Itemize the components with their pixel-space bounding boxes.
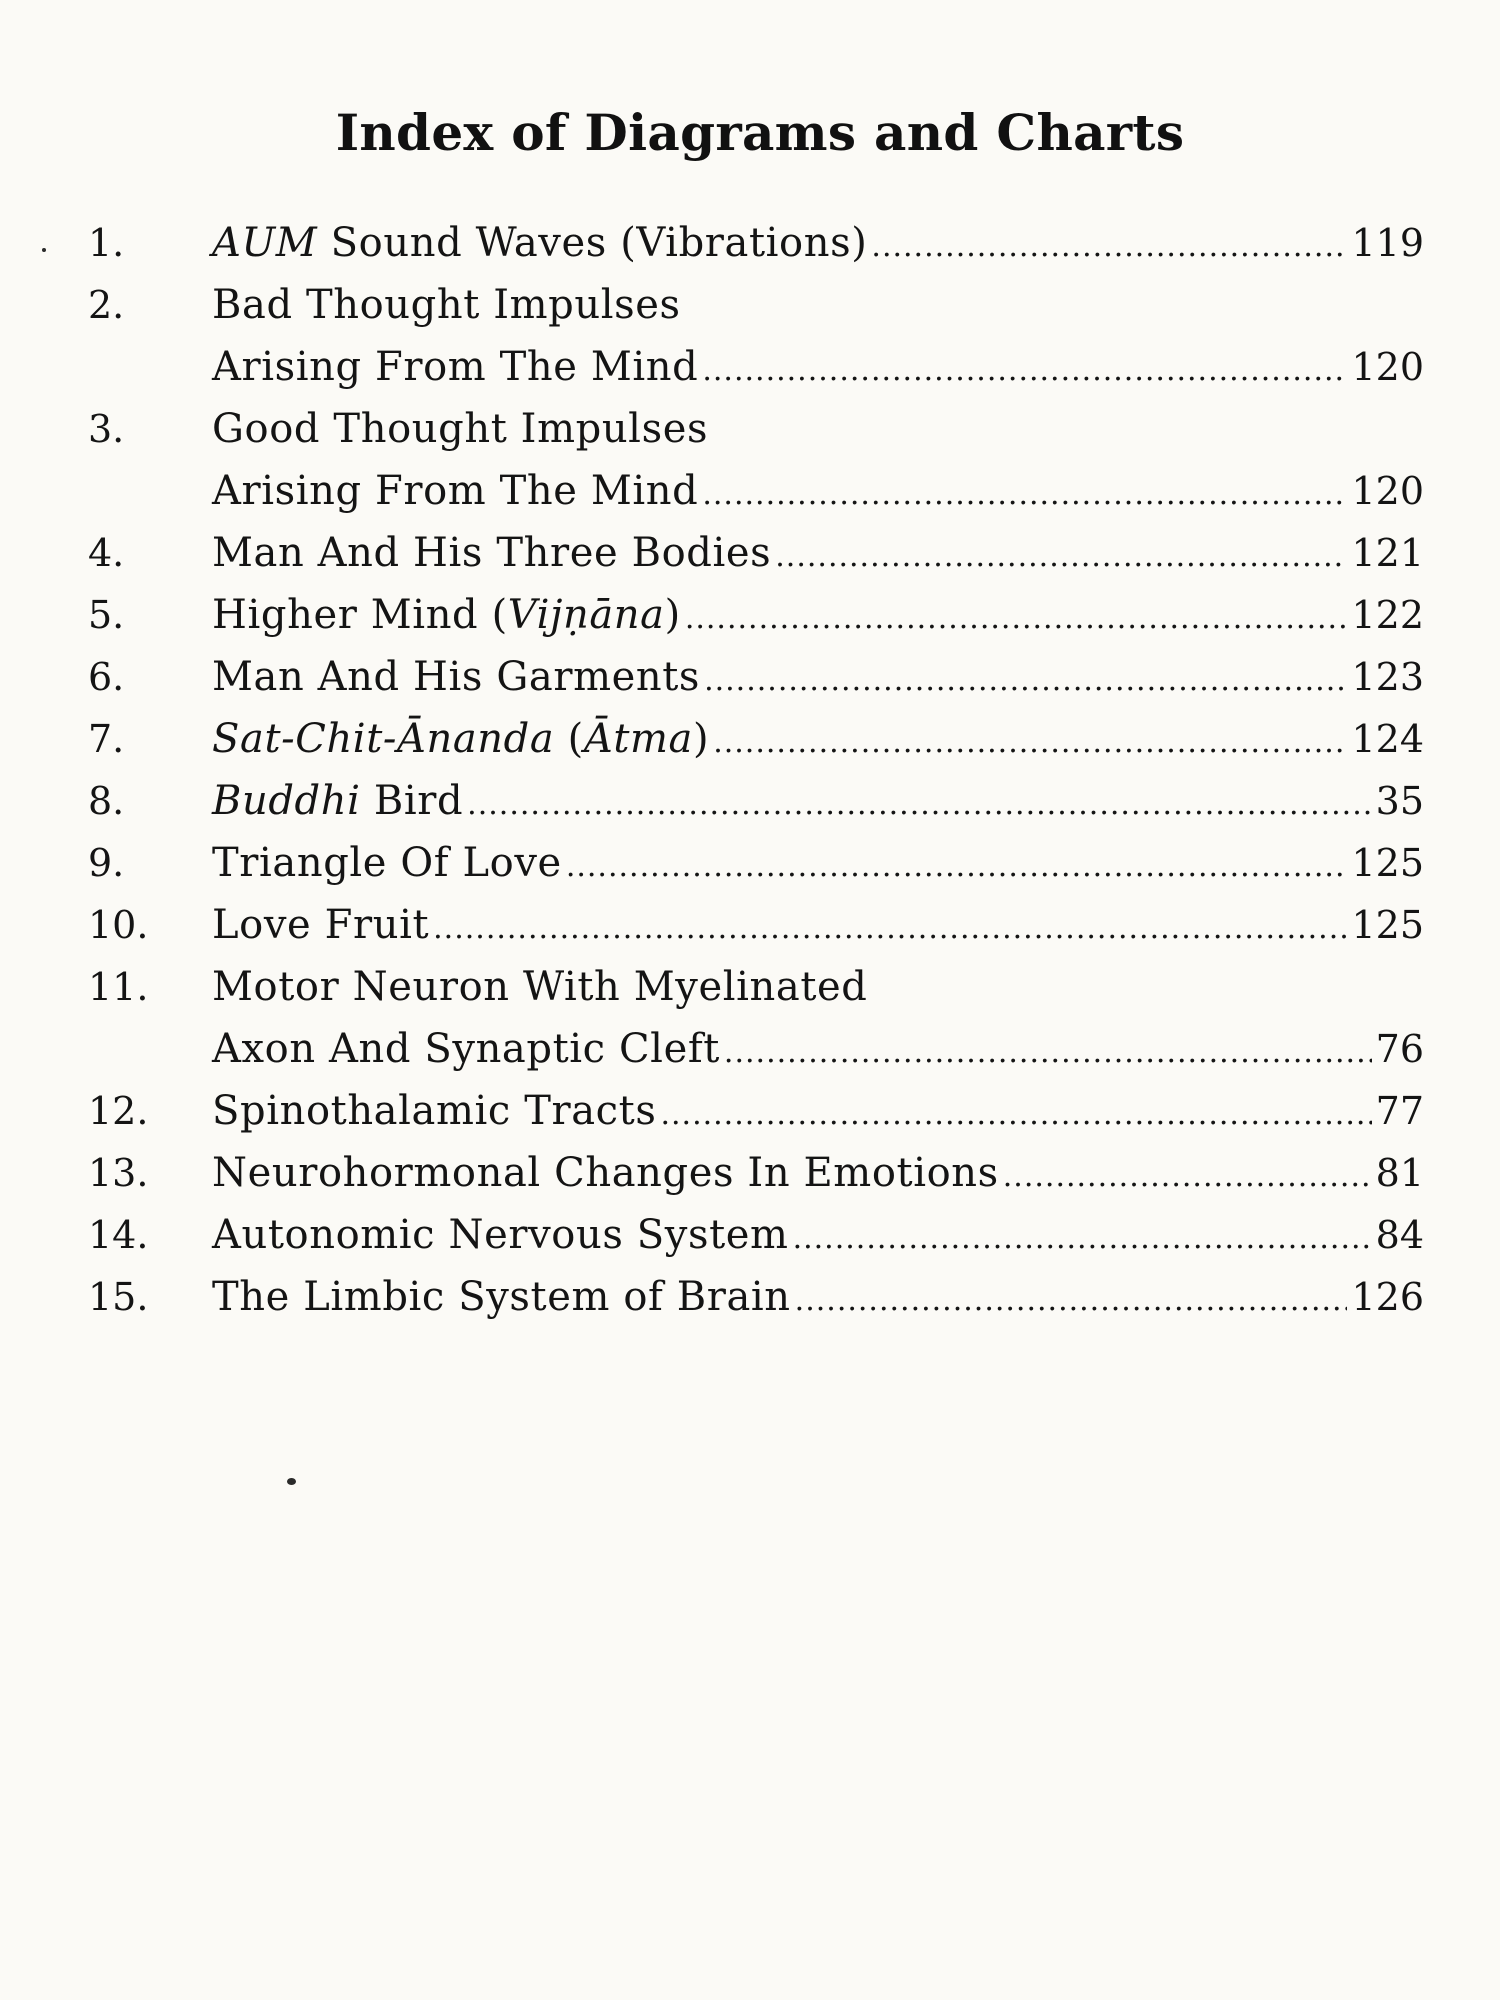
entry-title <box>212 1080 656 1142</box>
entry-number: 2. <box>88 283 125 327</box>
index-entry <box>88 832 1424 894</box>
title-segment: Bird <box>360 778 464 824</box>
title-segment: Neurohormonal Changes In Emotions <box>212 1150 999 1196</box>
entry-number: 5. <box>88 593 125 637</box>
dot-leader <box>713 712 1347 774</box>
entry-title <box>212 832 562 894</box>
index-list <box>88 212 1424 1328</box>
dot-leader <box>704 650 1347 712</box>
entry-title <box>212 212 867 274</box>
entry-line <box>212 1018 1424 1080</box>
entry-body <box>212 1266 1424 1328</box>
title-segment: Good Thought Impulses <box>212 406 709 452</box>
ink-speck <box>287 1478 296 1485</box>
index-entry <box>88 1080 1424 1142</box>
dot-leader <box>702 340 1347 402</box>
dot-leader <box>1003 1146 1372 1208</box>
page-number: 120 <box>1351 469 1424 513</box>
title-segment: Axon And Synaptic Cleft <box>212 1026 720 1072</box>
entry-line <box>212 956 1424 1018</box>
entry-title <box>212 1266 791 1328</box>
entry-body <box>212 894 1424 956</box>
entry-body <box>212 770 1424 832</box>
entry-number: 13. <box>88 1151 149 1195</box>
entry-number: 10. <box>88 903 149 947</box>
entry-number: 1. <box>88 221 125 265</box>
title-segment: Sound Waves (Vibrations) <box>317 220 868 266</box>
dot-leader <box>871 216 1347 278</box>
entry-number: 11. <box>88 965 149 1009</box>
entry-body <box>212 1204 1424 1266</box>
page-number: 122 <box>1351 593 1424 637</box>
title-segment: Vijṇāna <box>507 592 665 638</box>
title-segment: ) <box>664 592 681 638</box>
page-number: 84 <box>1375 1213 1424 1257</box>
entry-line <box>212 770 1424 832</box>
title-segment: The Limbic System of Brain <box>212 1274 791 1320</box>
entry-title <box>212 956 867 1018</box>
entry-line <box>212 212 1424 274</box>
entry-number: 4. <box>88 531 125 575</box>
entry-line <box>212 460 1424 522</box>
index-entry <box>88 956 1424 1080</box>
entry-line <box>212 646 1424 708</box>
entry-title <box>212 522 771 584</box>
entry-body <box>212 212 1424 274</box>
page-title: Index of Diagrams and Charts <box>335 103 1185 162</box>
entry-title <box>212 894 429 956</box>
dot-leader <box>660 1084 1371 1146</box>
entry-number: 9. <box>88 841 125 885</box>
index-entry <box>88 398 1424 522</box>
title-segment: Arising From The Mind <box>212 344 699 390</box>
entry-body <box>212 522 1424 584</box>
entry-line <box>212 1080 1424 1142</box>
page-number: 35 <box>1375 779 1424 823</box>
title-segment: AUM <box>212 220 318 266</box>
page-number: 76 <box>1375 1027 1424 1071</box>
index-entry <box>88 212 1424 274</box>
entry-title <box>212 398 708 460</box>
entry-number: 12. <box>88 1089 149 1133</box>
title-segment: Bad Thought Impulses <box>212 282 681 328</box>
entry-number: 3. <box>88 407 125 451</box>
dot-leader <box>433 898 1347 960</box>
page-number: 124 <box>1351 717 1424 761</box>
title-segment: Man And His Three Bodies <box>212 530 772 576</box>
entry-line <box>212 336 1424 398</box>
entry-title <box>212 646 700 708</box>
entry-body <box>212 584 1424 646</box>
entry-line <box>212 1204 1424 1266</box>
dot-leader <box>566 836 1348 898</box>
title-segment: Higher Mind ( <box>212 592 508 638</box>
title-segment: Buddhi <box>212 778 361 824</box>
entry-line <box>212 584 1424 646</box>
entry-line <box>212 832 1424 894</box>
dot-leader <box>685 588 1348 650</box>
entry-title <box>212 770 463 832</box>
page-number: 77 <box>1375 1089 1424 1133</box>
title-segment: Arising From The Mind <box>212 468 699 514</box>
dot-leader <box>467 774 1371 836</box>
title-segment: Autonomic Nervous System <box>212 1212 789 1258</box>
index-entry <box>88 770 1424 832</box>
page-number: 120 <box>1351 345 1424 389</box>
dot-leader <box>793 1208 1372 1270</box>
entry-line <box>212 398 1424 460</box>
entry-title <box>212 708 709 770</box>
entry-title <box>212 460 698 522</box>
index-entry <box>88 584 1424 646</box>
title-segment: Spinothalamic Tracts <box>212 1088 657 1134</box>
page-number: 126 <box>1351 1275 1424 1319</box>
page-number: 119 <box>1351 221 1424 265</box>
entry-title <box>212 1018 720 1080</box>
entry-body <box>212 1142 1424 1204</box>
entry-line <box>212 1266 1424 1328</box>
entry-title <box>212 1142 999 1204</box>
entry-title <box>212 274 681 336</box>
entry-body <box>212 956 1424 1080</box>
title-segment: Motor Neuron With Myelinated <box>212 964 868 1010</box>
entry-line <box>212 522 1424 584</box>
title-segment: Love Fruit <box>212 902 430 948</box>
title-segment: Man And His Garments <box>212 654 701 700</box>
page-number: 125 <box>1351 841 1424 885</box>
entry-number: 6. <box>88 655 125 699</box>
entry-body <box>212 646 1424 708</box>
dot-leader <box>724 1022 1372 1084</box>
entry-line <box>212 1142 1424 1204</box>
index-entry <box>88 1266 1424 1328</box>
ink-speck <box>42 248 46 252</box>
entry-body <box>212 398 1424 522</box>
title-segment: ) <box>692 716 710 762</box>
index-entry <box>88 274 1424 398</box>
entry-title <box>212 584 681 646</box>
title-segment: ( <box>554 716 584 762</box>
entry-number: 8. <box>88 779 125 823</box>
entry-number: 15. <box>88 1275 149 1319</box>
index-entry <box>88 894 1424 956</box>
entry-line <box>212 274 1424 336</box>
entry-body <box>212 832 1424 894</box>
entry-number: 14. <box>88 1213 149 1257</box>
entry-line <box>212 708 1424 770</box>
entry-line <box>212 894 1424 956</box>
index-entry <box>88 1142 1424 1204</box>
page-number: 123 <box>1351 655 1424 699</box>
dot-leader <box>795 1270 1348 1332</box>
entry-title <box>212 1204 789 1266</box>
entry-title <box>212 336 698 398</box>
index-entry <box>88 708 1424 770</box>
page-number: 121 <box>1351 531 1424 575</box>
title-segment: Triangle Of Love <box>212 840 562 886</box>
index-entry <box>88 1204 1424 1266</box>
title-segment: Sat-Chit-Ānanda <box>212 716 555 762</box>
page-number: 125 <box>1351 903 1424 947</box>
index-entry <box>88 522 1424 584</box>
entry-body <box>212 274 1424 398</box>
entry-body <box>212 708 1424 770</box>
entry-number: 7. <box>88 717 125 761</box>
dot-leader <box>702 464 1347 526</box>
title-segment: Ātma <box>583 716 693 762</box>
index-entry <box>88 646 1424 708</box>
dot-leader <box>775 526 1347 588</box>
page-number: 81 <box>1375 1151 1424 1195</box>
entry-body <box>212 1080 1424 1142</box>
